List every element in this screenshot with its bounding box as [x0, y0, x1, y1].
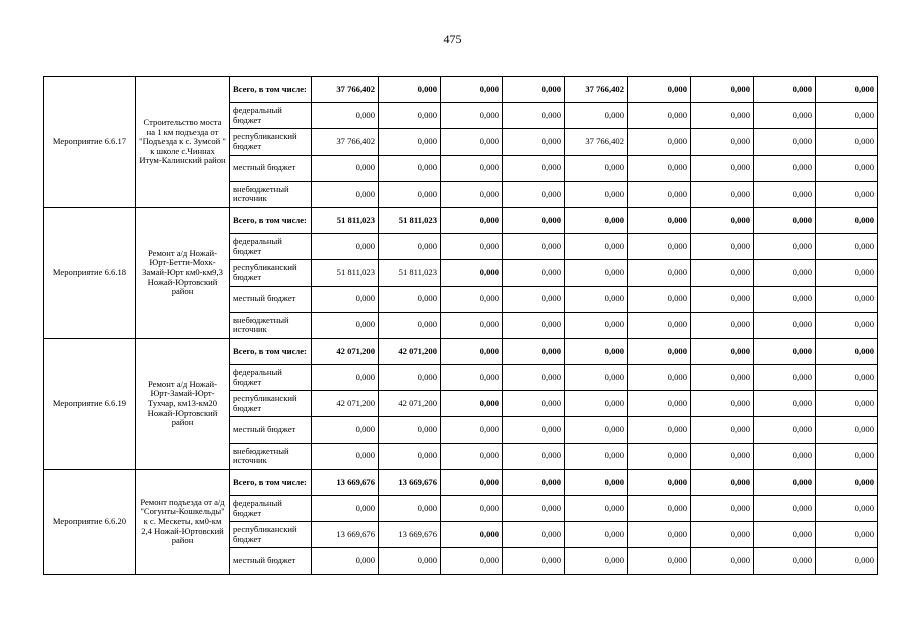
- amount-cell: 0,000: [503, 234, 565, 260]
- amount-cell: 0,000: [379, 548, 441, 574]
- amount-cell: 0,000: [503, 496, 565, 522]
- amount-cell: 0,000: [565, 103, 628, 129]
- funding-source-cell: Всего, в том числе:: [230, 469, 312, 495]
- amount-cell: 0,000: [565, 234, 628, 260]
- funding-source-cell: Всего, в том числе:: [230, 77, 312, 103]
- funding-source-cell: внебюджетный источник: [230, 312, 312, 338]
- amount-cell: 0,000: [441, 77, 503, 103]
- table-body: [44, 77, 878, 575]
- amount-cell: 0,000: [816, 548, 878, 574]
- amount-cell: 0,000: [691, 469, 754, 495]
- funding-source-cell: Всего, в том числе:: [230, 338, 312, 364]
- funding-source-cell: республиканский бюджет: [230, 391, 312, 417]
- amount-cell: 0,000: [754, 260, 816, 286]
- amount-cell: 0,000: [691, 234, 754, 260]
- amount-cell: 0,000: [754, 522, 816, 548]
- amount-cell: 42 071,200: [312, 338, 379, 364]
- description-cell: Ремонт подъезда от а/д "Согунты-Кошкельды" к с. Мескеты, км0-км 2,4 Ножай-Юртовский район: [136, 469, 230, 574]
- amount-cell: 42 071,200: [312, 391, 379, 417]
- amount-cell: 0,000: [691, 548, 754, 574]
- amount-cell: 0,000: [628, 469, 691, 495]
- amount-cell: 0,000: [754, 234, 816, 260]
- amount-cell: 0,000: [441, 548, 503, 574]
- amount-cell: 0,000: [691, 260, 754, 286]
- amount-cell: 0,000: [565, 391, 628, 417]
- amount-cell: 0,000: [503, 312, 565, 338]
- funding-source-cell: республиканский бюджет: [230, 129, 312, 155]
- amount-cell: 13 669,676: [312, 469, 379, 495]
- amount-cell: 0,000: [628, 312, 691, 338]
- amount-cell: 0,000: [441, 443, 503, 469]
- amount-cell: 0,000: [379, 312, 441, 338]
- amount-cell: 37 766,402: [312, 77, 379, 103]
- funding-source-cell: федеральный бюджет: [230, 365, 312, 391]
- amount-cell: 0,000: [312, 496, 379, 522]
- amount-cell: 0,000: [441, 129, 503, 155]
- amount-cell: 0,000: [754, 77, 816, 103]
- amount-cell: 0,000: [379, 496, 441, 522]
- amount-cell: 0,000: [754, 286, 816, 312]
- amount-cell: 0,000: [565, 155, 628, 181]
- funding-source-cell: республиканский бюджет: [230, 260, 312, 286]
- amount-cell: 0,000: [441, 181, 503, 207]
- amount-cell: 0,000: [565, 469, 628, 495]
- amount-cell: 0,000: [503, 129, 565, 155]
- amount-cell: 0,000: [754, 443, 816, 469]
- event-cell: Мероприятие 6.6.20: [44, 469, 136, 574]
- funding-source-cell: местный бюджет: [230, 417, 312, 443]
- amount-cell: 0,000: [441, 338, 503, 364]
- amount-cell: 0,000: [754, 496, 816, 522]
- amount-cell: 0,000: [379, 417, 441, 443]
- amount-cell: 0,000: [816, 469, 878, 495]
- amount-cell: 0,000: [691, 103, 754, 129]
- amount-cell: 42 071,200: [379, 391, 441, 417]
- funding-source-cell: федеральный бюджет: [230, 103, 312, 129]
- amount-cell: 0,000: [816, 234, 878, 260]
- funding-source-cell: федеральный бюджет: [230, 496, 312, 522]
- funding-source-cell: местный бюджет: [230, 286, 312, 312]
- amount-cell: 0,000: [691, 155, 754, 181]
- amount-cell: 0,000: [312, 365, 379, 391]
- amount-cell: 0,000: [754, 391, 816, 417]
- amount-cell: 0,000: [441, 417, 503, 443]
- amount-cell: 0,000: [816, 286, 878, 312]
- amount-cell: 0,000: [816, 365, 878, 391]
- amount-cell: 51 811,023: [312, 260, 379, 286]
- funding-source-cell: местный бюджет: [230, 548, 312, 574]
- amount-cell: 0,000: [503, 155, 565, 181]
- amount-cell: 0,000: [312, 155, 379, 181]
- amount-cell: 0,000: [816, 312, 878, 338]
- amount-cell: 0,000: [379, 365, 441, 391]
- amount-cell: 0,000: [503, 260, 565, 286]
- amount-cell: 0,000: [565, 417, 628, 443]
- amount-cell: 37 766,402: [312, 129, 379, 155]
- amount-cell: 0,000: [816, 391, 878, 417]
- amount-cell: 0,000: [691, 522, 754, 548]
- budget-table: [43, 76, 878, 575]
- amount-cell: 0,000: [628, 77, 691, 103]
- amount-cell: 0,000: [754, 207, 816, 233]
- amount-cell: 0,000: [565, 548, 628, 574]
- amount-cell: 0,000: [565, 338, 628, 364]
- amount-cell: 0,000: [816, 496, 878, 522]
- amount-cell: 0,000: [691, 496, 754, 522]
- amount-cell: 0,000: [754, 365, 816, 391]
- amount-cell: 0,000: [441, 286, 503, 312]
- description-cell: Ремонт а/д Ножай-Юрт-Замай-Юрт-Тухчар, км13-км20 Ножай-Юртовский район: [136, 338, 230, 469]
- amount-cell: 0,000: [503, 469, 565, 495]
- amount-cell: 0,000: [379, 155, 441, 181]
- amount-cell: 0,000: [503, 365, 565, 391]
- amount-cell: 0,000: [503, 207, 565, 233]
- amount-cell: 0,000: [816, 522, 878, 548]
- amount-cell: 0,000: [628, 548, 691, 574]
- amount-cell: 0,000: [628, 443, 691, 469]
- amount-cell: 42 071,200: [379, 338, 441, 364]
- amount-cell: 0,000: [312, 417, 379, 443]
- amount-cell: 0,000: [503, 443, 565, 469]
- funding-source-cell: внебюджетный источник: [230, 443, 312, 469]
- amount-cell: 0,000: [565, 260, 628, 286]
- page-number: 475: [443, 32, 462, 46]
- amount-cell: 0,000: [441, 103, 503, 129]
- amount-cell: 0,000: [441, 312, 503, 338]
- amount-cell: 0,000: [691, 181, 754, 207]
- amount-cell: 0,000: [441, 469, 503, 495]
- amount-cell: 0,000: [379, 443, 441, 469]
- amount-cell: 0,000: [312, 234, 379, 260]
- amount-cell: 0,000: [691, 391, 754, 417]
- amount-cell: 0,000: [754, 155, 816, 181]
- event-cell: Мероприятие 6.6.19: [44, 338, 136, 469]
- amount-cell: 0,000: [816, 207, 878, 233]
- amount-cell: 0,000: [312, 181, 379, 207]
- amount-cell: 0,000: [441, 391, 503, 417]
- amount-cell: 0,000: [754, 181, 816, 207]
- amount-cell: 0,000: [754, 548, 816, 574]
- amount-cell: 0,000: [312, 548, 379, 574]
- amount-cell: 0,000: [628, 234, 691, 260]
- funding-source-cell: федеральный бюджет: [230, 234, 312, 260]
- amount-cell: 0,000: [691, 338, 754, 364]
- amount-cell: 0,000: [379, 181, 441, 207]
- amount-cell: 0,000: [754, 417, 816, 443]
- amount-cell: 51 811,023: [312, 207, 379, 233]
- amount-cell: 0,000: [503, 181, 565, 207]
- description-cell: Строительство моста на 1 км подъезда от "Подъезда к с. Зумсой " к школе с.Чиннах Итум-Калинский район: [136, 77, 230, 208]
- amount-cell: 0,000: [816, 181, 878, 207]
- amount-cell: 0,000: [816, 443, 878, 469]
- amount-cell: 0,000: [691, 77, 754, 103]
- amount-cell: 0,000: [628, 496, 691, 522]
- amount-cell: 0,000: [816, 417, 878, 443]
- amount-cell: 0,000: [565, 181, 628, 207]
- amount-cell: 0,000: [441, 234, 503, 260]
- amount-cell: 0,000: [816, 103, 878, 129]
- amount-cell: 0,000: [441, 207, 503, 233]
- amount-cell: 0,000: [503, 548, 565, 574]
- amount-cell: 37 766,402: [565, 77, 628, 103]
- amount-cell: 0,000: [628, 365, 691, 391]
- amount-cell: 0,000: [628, 207, 691, 233]
- amount-cell: 0,000: [503, 286, 565, 312]
- funding-source-cell: местный бюджет: [230, 155, 312, 181]
- funding-source-cell: республиканский бюджет: [230, 522, 312, 548]
- table-row-total: [44, 338, 878, 364]
- amount-cell: 0,000: [503, 338, 565, 364]
- amount-cell: 0,000: [379, 234, 441, 260]
- amount-cell: 0,000: [754, 103, 816, 129]
- amount-cell: 0,000: [754, 129, 816, 155]
- amount-cell: 0,000: [379, 103, 441, 129]
- funding-source-cell: внебюджетный источник: [230, 181, 312, 207]
- amount-cell: 0,000: [565, 207, 628, 233]
- table-row-total: [44, 469, 878, 495]
- amount-cell: 13 669,676: [379, 469, 441, 495]
- amount-cell: 0,000: [312, 312, 379, 338]
- amount-cell: 0,000: [503, 417, 565, 443]
- amount-cell: 0,000: [565, 496, 628, 522]
- amount-cell: 0,000: [816, 77, 878, 103]
- amount-cell: 0,000: [628, 286, 691, 312]
- amount-cell: 0,000: [503, 77, 565, 103]
- amount-cell: 0,000: [565, 443, 628, 469]
- amount-cell: 0,000: [503, 391, 565, 417]
- amount-cell: 13 669,676: [379, 522, 441, 548]
- amount-cell: 0,000: [754, 469, 816, 495]
- amount-cell: 0,000: [628, 391, 691, 417]
- amount-cell: 0,000: [441, 260, 503, 286]
- amount-cell: 0,000: [565, 312, 628, 338]
- amount-cell: 0,000: [379, 77, 441, 103]
- amount-cell: 0,000: [441, 496, 503, 522]
- amount-cell: 0,000: [691, 365, 754, 391]
- amount-cell: 13 669,676: [312, 522, 379, 548]
- amount-cell: 0,000: [628, 522, 691, 548]
- amount-cell: 0,000: [691, 207, 754, 233]
- amount-cell: 0,000: [691, 417, 754, 443]
- amount-cell: 0,000: [628, 417, 691, 443]
- amount-cell: 0,000: [312, 443, 379, 469]
- amount-cell: 0,000: [628, 260, 691, 286]
- amount-cell: 0,000: [691, 312, 754, 338]
- funding-source-cell: Всего, в том числе:: [230, 207, 312, 233]
- amount-cell: 0,000: [816, 338, 878, 364]
- amount-cell: 0,000: [691, 129, 754, 155]
- amount-cell: 51 811,023: [379, 260, 441, 286]
- event-cell: Мероприятие 6.6.18: [44, 207, 136, 338]
- amount-cell: 0,000: [312, 103, 379, 129]
- amount-cell: 0,000: [628, 338, 691, 364]
- amount-cell: 51 811,023: [379, 207, 441, 233]
- amount-cell: 0,000: [628, 181, 691, 207]
- amount-cell: 0,000: [503, 522, 565, 548]
- description-cell: Ремонт а/д Ножай-Юрт-Бетти-Мохк-Замай-Юрт км0-км9,3 Ножай-Юртовский район: [136, 207, 230, 338]
- amount-cell: 0,000: [379, 129, 441, 155]
- amount-cell: 0,000: [628, 103, 691, 129]
- amount-cell: 0,000: [565, 522, 628, 548]
- amount-cell: 0,000: [691, 443, 754, 469]
- amount-cell: 0,000: [628, 155, 691, 181]
- table-row-total: [44, 207, 878, 233]
- amount-cell: 0,000: [816, 260, 878, 286]
- amount-cell: 0,000: [816, 129, 878, 155]
- amount-cell: 0,000: [691, 286, 754, 312]
- amount-cell: 0,000: [754, 312, 816, 338]
- amount-cell: 0,000: [754, 338, 816, 364]
- amount-cell: 0,000: [565, 286, 628, 312]
- table-row-total: [44, 77, 878, 103]
- amount-cell: 0,000: [379, 286, 441, 312]
- amount-cell: 0,000: [565, 365, 628, 391]
- amount-cell: 0,000: [503, 103, 565, 129]
- amount-cell: 0,000: [312, 286, 379, 312]
- amount-cell: 0,000: [441, 365, 503, 391]
- amount-cell: 0,000: [628, 129, 691, 155]
- amount-cell: 0,000: [441, 155, 503, 181]
- event-cell: Мероприятие 6.6.17: [44, 77, 136, 208]
- amount-cell: 0,000: [816, 155, 878, 181]
- amount-cell: 37 766,402: [565, 129, 628, 155]
- amount-cell: 0,000: [441, 522, 503, 548]
